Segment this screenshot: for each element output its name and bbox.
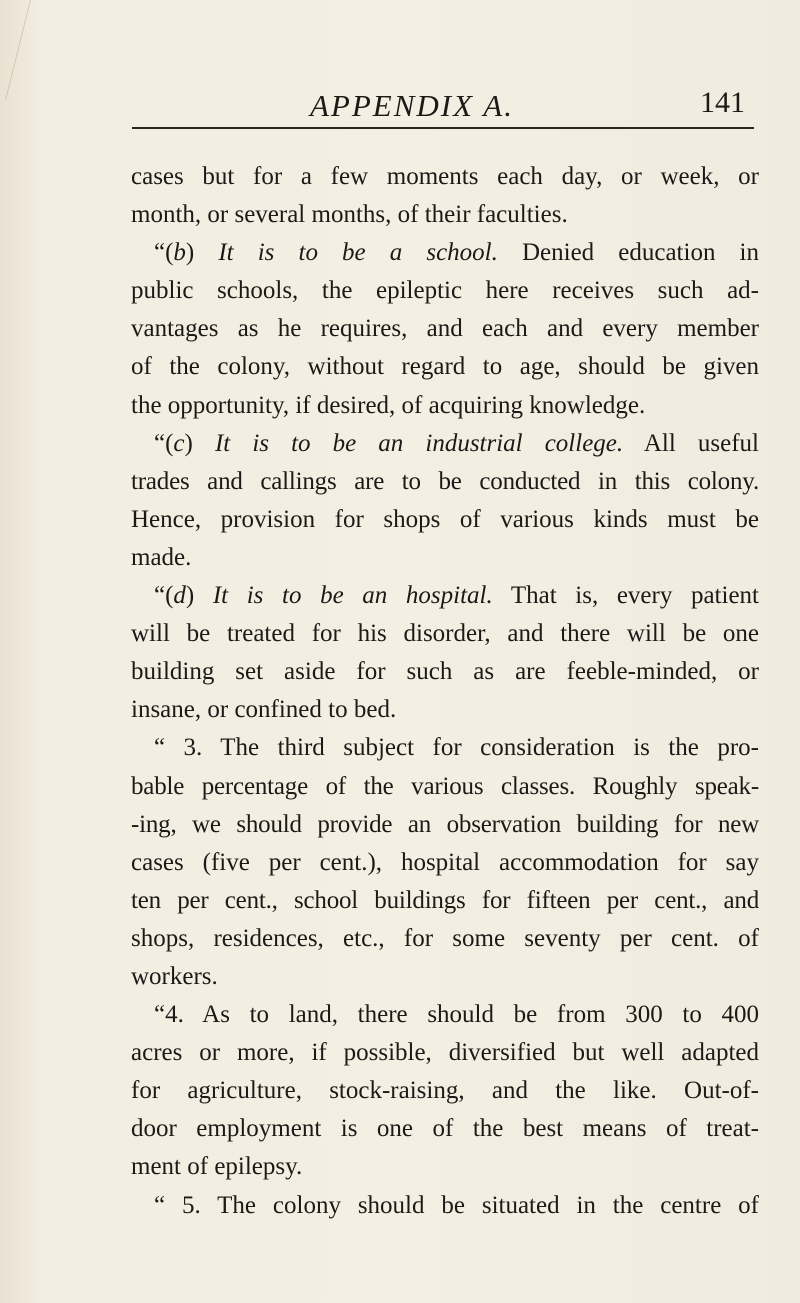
- running-head: APPENDIX A.: [310, 88, 514, 123]
- text-line: “ 3. The third subject for consideration is the pro-: [154, 734, 759, 762]
- text-line: “(b) It is to be a school. Denied education in: [154, 239, 759, 267]
- text-line: door employment is one of the best means of treat-: [131, 1115, 759, 1143]
- page-number: 141: [700, 86, 745, 119]
- text-line: ten per cent., school buildings for fifteen per cent., and: [131, 886, 759, 914]
- text-line: “4. As to land, there should be from 300 to 400: [154, 1001, 759, 1029]
- text-line: the opportunity, if desired, of acquiring knowledge.: [131, 391, 646, 419]
- page-edge-shadow: [0, 0, 31, 100]
- text-line: Hence, provision for shops of various kinds must be: [131, 505, 759, 533]
- text-line: “(c) It is to be an industrial college. All useful: [154, 429, 759, 457]
- text-line: bable percentage of the various classes. Roughly speak-: [131, 772, 759, 800]
- text-line: public schools, the epileptic here receives such ad-: [131, 277, 759, 305]
- text-line: ment of epilepsy.: [131, 1153, 303, 1181]
- text-line: building set aside for such as are feeble-minded, or: [131, 658, 759, 686]
- text-line: “(d) It is to be an hospital. That is, every patient: [154, 582, 759, 610]
- text-line: trades and callings are to be conducted in this colony.: [131, 467, 759, 495]
- text-line: -ing, we should provide an observation building for new: [131, 810, 759, 838]
- body-text: [131, 158, 759, 1225]
- text-line: of the colony, without regard to age, should be given: [131, 353, 759, 381]
- text-line: cases but for a few moments each day, or week, or: [131, 163, 759, 190]
- text-line: “ 5. The colony should be situated in the centre of: [154, 1191, 759, 1219]
- text-line: month, or several months, of their faculties.: [131, 201, 568, 229]
- text-line: insane, or confined to bed.: [131, 696, 397, 724]
- header-rule: [132, 127, 754, 129]
- text-line: vantages as he requires, and each and every member: [131, 315, 759, 343]
- text-line: made.: [131, 543, 192, 571]
- text-line: for agriculture, stock-raising, and the like. Out-of-: [131, 1077, 759, 1105]
- text-line: will be treated for his disorder, and there will be one: [131, 620, 759, 648]
- text-line: shops, residences, etc., for some seventy per cent. of: [131, 924, 759, 952]
- text-line: cases (five per cent.), hospital accommodation for say: [131, 848, 759, 876]
- text-line: workers.: [131, 962, 218, 990]
- text-line: acres or more, if possible, diversified but well adapted: [131, 1039, 759, 1067]
